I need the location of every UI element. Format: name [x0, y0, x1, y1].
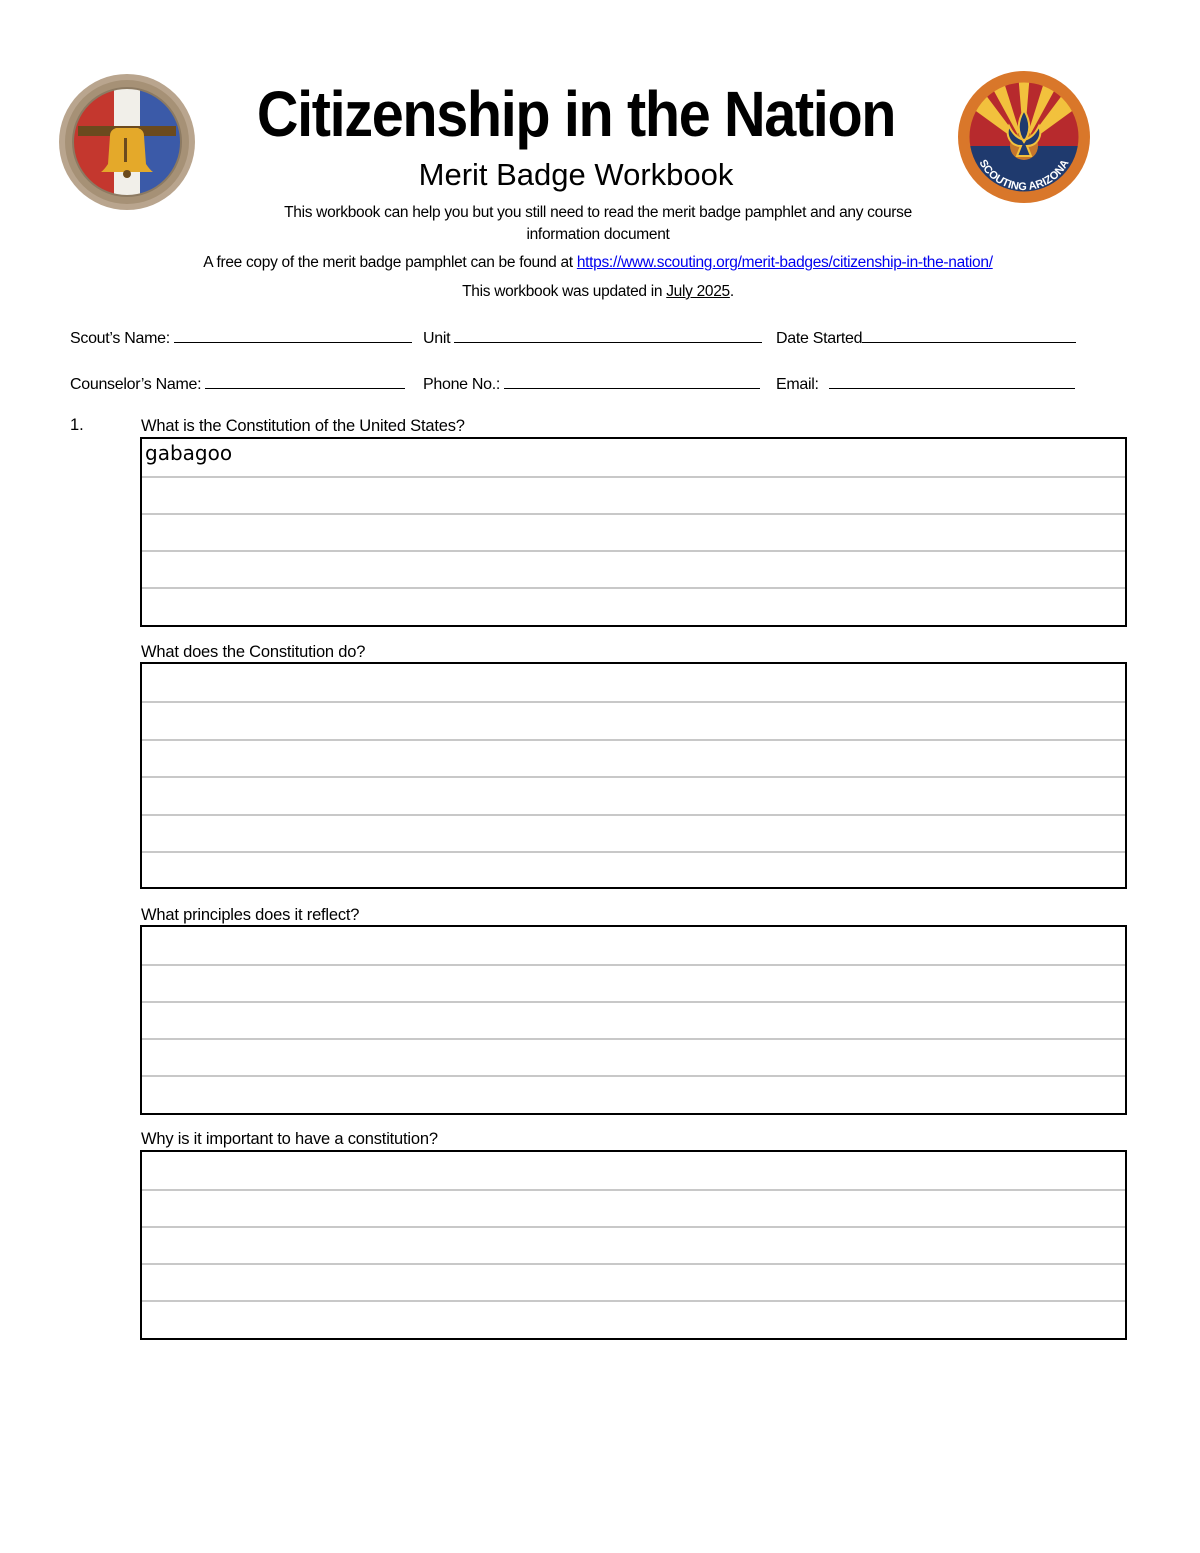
unit-field — [423, 328, 762, 349]
phone-blank[interactable] — [504, 374, 760, 389]
counselor-name-field — [70, 374, 405, 395]
updated-date: July 2025 — [666, 283, 730, 300]
scout-name-field — [70, 328, 412, 349]
pamphlet-link[interactable]: https://www.scouting.org/merit-badges/citizenship-in-the-nation/ — [576, 254, 993, 271]
answer-box-importance[interactable] — [140, 1150, 1127, 1340]
unit-label: Unit — [423, 330, 451, 347]
pamphlet-note — [0, 252, 1196, 274]
updated-prefix: This workbook was updated in — [462, 283, 667, 300]
updated-note — [0, 281, 1196, 303]
phone-field — [423, 374, 760, 395]
email-label: Email: — [776, 376, 819, 393]
date-started-label: Date Started — [776, 330, 863, 347]
scout-name-blank[interactable] — [174, 328, 412, 343]
workbook-note-line2: information document — [526, 226, 670, 243]
phone-label: Phone No.: — [423, 376, 501, 393]
scout-name-label: Scout’s Name: — [70, 330, 170, 347]
question-constitution: What is the Constitution of the United States? — [141, 417, 465, 435]
answer-box-principles[interactable] — [140, 925, 1127, 1115]
unit-blank[interactable] — [454, 328, 762, 343]
question-principles: What principles does it reflect? — [141, 906, 360, 924]
logo-text: SCOUTING ARIZONA — [976, 157, 1072, 194]
counselor-name-label: Counselor’s Name: — [70, 376, 202, 393]
updated-suffix: . — [729, 283, 734, 300]
pamphlet-prefix: A free copy of the merit badge pamphlet can be found at — [203, 254, 577, 271]
answer-box-constitution[interactable] — [140, 437, 1127, 627]
workbook-note-line1: This workbook can help you but you still need to read the merit badge pamphlet and any course — [284, 204, 912, 221]
answer-text: gabagoo — [145, 441, 233, 465]
email-blank[interactable] — [829, 374, 1075, 389]
question-constitution-do: What does the Constitution do? — [141, 643, 366, 661]
page-subtitle: Merit Badge Workbook — [418, 157, 734, 192]
email-field — [776, 374, 1075, 395]
question-importance: Why is it important to have a constitution? — [141, 1130, 438, 1148]
question-number: 1. — [70, 416, 84, 434]
answer-box-constitution-do[interactable] — [140, 662, 1127, 889]
page-title: Citizenship in the Nation — [256, 78, 896, 150]
date-started-field — [776, 328, 1076, 349]
date-started-blank[interactable] — [862, 328, 1076, 343]
counselor-name-blank[interactable] — [205, 374, 405, 389]
